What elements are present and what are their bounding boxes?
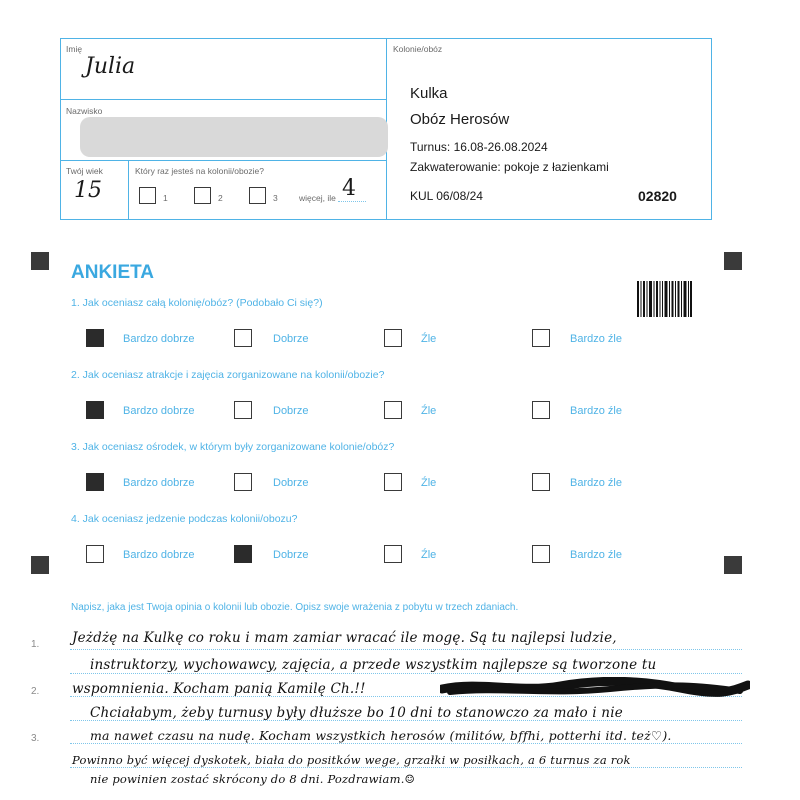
q4-option-bardzo-zle-label: Bardzo źle (570, 549, 622, 561)
nazwisko-redacted (80, 117, 388, 157)
q3-option-dobrze-checkbox[interactable] (234, 473, 252, 491)
form-number: 02820 (638, 188, 677, 204)
handwritten-line-4: Chciałabym, żeby turnusy były dłuższe bo 10 dni to stanowczo za mało i nie (90, 705, 623, 721)
q4-option-zle-checkbox[interactable] (384, 545, 402, 563)
question-1-text: 1. Jak oceniasz całą kolonię/obóz? (Podobało Ci się?) (71, 297, 323, 309)
zakwaterowanie-text: Zakwaterowanie: pokoje z łazienkami (410, 160, 609, 174)
writing-line (70, 648, 742, 650)
question-3-text: 3. Jak oceniasz ośrodek, w którym były zorganizowane kolonie/obóz? (71, 441, 395, 453)
barcode (637, 281, 692, 317)
handwritten-line-7: nie powinien zostać skrócony do 8 dni. Pozdrawiam.☺ (90, 772, 416, 786)
q2-option-bardzo-zle-checkbox[interactable] (532, 401, 550, 419)
checkbox-2[interactable] (194, 187, 211, 204)
handwritten-line-6: Powinno być więcej dyskotek, biała do positków wege, grzałki w posiłkach, a 6 turnus za rok (72, 753, 631, 767)
q3-option-bardzo-zle-label: Bardzo źle (570, 477, 622, 489)
code-text: KUL 06/08/24 (410, 189, 483, 203)
q3-option-dobrze-label: Dobrze (273, 477, 309, 489)
ankieta-title: ANKIETA (71, 262, 155, 283)
q1-option-bardzo-zle-label: Bardzo źle (570, 333, 622, 345)
q2-option-zle-checkbox[interactable] (384, 401, 402, 419)
registration-marker-bottom-right (724, 556, 742, 574)
line-number-3: 3. (31, 733, 40, 744)
wiek-value: 15 (74, 178, 102, 203)
q2-option-dobrze-checkbox[interactable] (234, 401, 252, 419)
q2-option-zle-label: Źle (421, 405, 437, 417)
q2-option-bardzo-zle-label: Bardzo źle (570, 405, 622, 417)
q4-option-bardzo-dobrze-checkbox[interactable] (86, 545, 104, 563)
q3-option-zle-label: Źle (421, 477, 437, 489)
handwritten-line-2: instruktorzy, wychowawcy, zajęcia, a przede wszystkim najlepsze są tworzone tu (90, 657, 657, 673)
line-number-1: 1. (31, 639, 40, 650)
q4-option-zle-label: Źle (421, 549, 437, 561)
q3-option-bardzo-dobrze-checkbox[interactable] (86, 473, 104, 491)
option-1-label: 1 (163, 193, 168, 203)
option-3-label: 3 (273, 193, 278, 203)
q2-option-dobrze-label: Dobrze (273, 405, 309, 417)
q4-option-dobrze-label: Dobrze (273, 549, 309, 561)
wiecej-value: 4 (342, 176, 356, 201)
q3-option-bardzo-dobrze-label: Bardzo dobrze (123, 477, 195, 489)
imie-label: Imię (66, 44, 83, 54)
option-2-label: 2 (218, 193, 223, 203)
checkbox-1[interactable] (139, 187, 156, 204)
q1-option-bardzo-dobrze-label: Bardzo dobrze (123, 333, 195, 345)
q1-option-bardzo-zle-checkbox[interactable] (532, 329, 550, 347)
registration-marker-bottom-left (31, 556, 49, 574)
line-number-2: 2. (31, 686, 40, 697)
wiek-label: Twój wiek (66, 166, 103, 176)
nazwisko-label: Nazwisko (66, 106, 103, 116)
handwritten-line-5: ma nawet czasu na nudę. Kocham wszystkich herosów (militów, bffhi, potterhi itd. też♡). (90, 728, 672, 743)
q1-option-dobrze-checkbox[interactable] (234, 329, 252, 347)
imie-value: Julia (85, 54, 136, 79)
kolonia-name: Kulka (410, 85, 448, 102)
checkbox-3[interactable] (249, 187, 266, 204)
q3-option-zle-checkbox[interactable] (384, 473, 402, 491)
oboz-name: Obóz Herosów (410, 111, 510, 128)
q4-option-bardzo-dobrze-label: Bardzo dobrze (123, 549, 195, 561)
handwritten-line-3: wspomnienia. Kocham panią Kamilę Ch.!! (72, 681, 366, 697)
ktory-raz-label: Który raz jesteś na kolonii/obozie? (135, 166, 264, 176)
q2-option-bardzo-dobrze-checkbox[interactable] (86, 401, 104, 419)
question-2-text: 2. Jak oceniasz atrakcje i zajęcia zorganizowane na kolonii/obozie? (71, 369, 385, 381)
turnus-text: Turnus: 16.08-26.08.2024 (410, 140, 548, 154)
wiecej-label: więcej, ile (299, 193, 336, 203)
question-4-text: 4. Jak oceniasz jedzenie podczas kolonii/obozu? (71, 513, 298, 525)
q4-option-dobrze-checkbox[interactable] (234, 545, 252, 563)
q4-option-bardzo-zle-checkbox[interactable] (532, 545, 550, 563)
q3-option-bardzo-zle-checkbox[interactable] (532, 473, 550, 491)
handwritten-line-1: Jeżdżę na Kulkę co roku i mam zamiar wracać ile mogę. Są tu najlepsi ludzie, (72, 630, 617, 646)
kolonia-label: Kolonie/obóz (393, 44, 443, 54)
redaction-scribble (440, 677, 750, 699)
opinion-prompt: Napisz, jaka jest Twoja opinia o kolonii lub obozie. Opisz swoje wrażenia z pobytu w trzech zdaniach. (71, 602, 519, 613)
q1-option-zle-label: Źle (421, 333, 437, 345)
q1-option-bardzo-dobrze-checkbox[interactable] (86, 329, 104, 347)
registration-marker-top-right (724, 252, 742, 270)
q1-option-dobrze-label: Dobrze (273, 333, 309, 345)
registration-marker-top-left (31, 252, 49, 270)
q1-option-zle-checkbox[interactable] (384, 329, 402, 347)
q2-option-bardzo-dobrze-label: Bardzo dobrze (123, 405, 195, 417)
